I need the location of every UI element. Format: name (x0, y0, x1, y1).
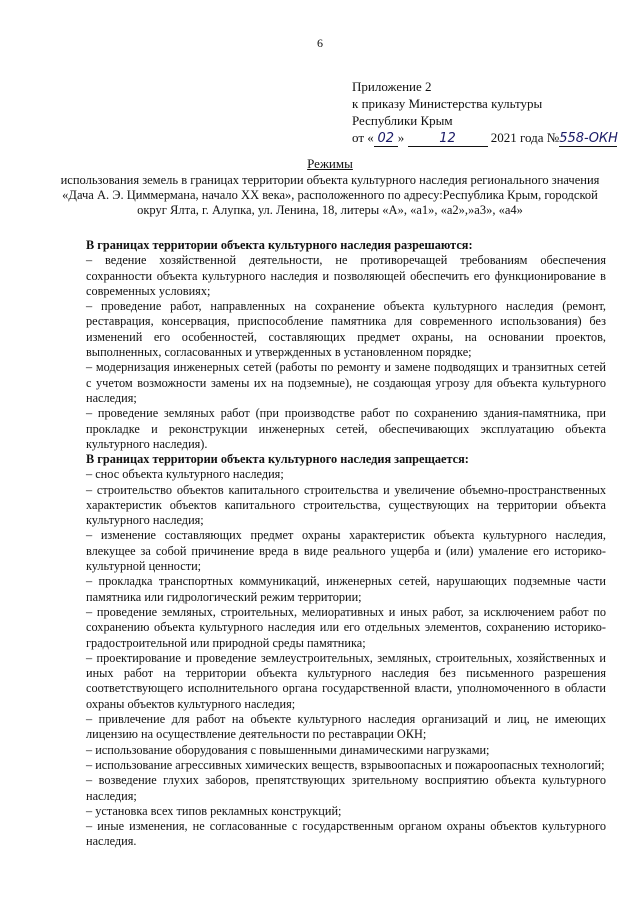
forbidden-item: – изменение составляющих предмет охраны характеристик объекта культурного наследия, влекущее за собой причинение вреда в виде реального ущерба и (или) умаление его историко-культурной ценности; (86, 528, 606, 574)
handwritten-month: 12 (408, 132, 488, 147)
forbidden-item: – иные изменения, не согласованные с государственным органом охраны объектов культурного наследия. (86, 819, 606, 849)
forbidden-item: – использование агрессивных химических веществ, взрывоопасных и пожароопасных технологий; (86, 757, 605, 772)
forbidden-section (86, 452, 606, 850)
title-regimes: Режимы (307, 156, 353, 171)
forbidden-item: – установка всех типов рекламных конструкций; (86, 803, 342, 818)
appendix-line: Приложение 2 (352, 79, 432, 94)
date-prefix: от « (352, 130, 374, 145)
forbidden-item: – проведение земляных, строительных, мелиоративных и иных работ, за исключением работ по сохранению объекта культурного наследия или его отдельных элементов, сохранению историко-градостроительной или природной среды памятника; (86, 604, 606, 650)
forbidden-item: – проектирование и проведение землеустроительных, земляных, строительных, хозяйственных и иных работ на территории объекта культурного наследия без письменного разрешения соответствующего исполнительного органа государственной власти, уполномоченного в области охраны объектов культурного наследия; (86, 650, 606, 711)
forbidden-item: – использование оборудования с повышенными динамическими нагрузками; (86, 742, 490, 757)
appendix-header (352, 78, 632, 147)
forbidden-item: – строительство объектов капитального строительства и увеличение объемно-пространственных характеристик объектов капитального строительства, существующих на территории объекта культурного наследия; (86, 482, 606, 528)
forbidden-item: – прокладка транспортных коммуникаций, инженерных сетей, нарушающих подземные части памятника или гидрологический режим территории; (86, 574, 606, 604)
allowed-item: – проведение земляных работ (при производстве работ по сохранению здания-памятника, при прокладке и реконструкции инженерных сетей, обеспечивающих эксплуатацию объекта культурного наследия). (86, 406, 606, 451)
allowed-item: – модернизация инженерных сетей (работы по ремонту и замене подводящих и транзитных сетей с учетом возможности замены их на подземные), не создающая угрозу для объекта культурного наследия; (86, 360, 606, 405)
handwritten-order-number: 558-ОКН (559, 131, 618, 146)
date-mid: » (397, 130, 405, 145)
forbidden-item: – привлечение для работ на объекте культурного наследия организаций и лиц, не имеющих лицензию на осуществление деятельности по реставрации ОКН; (86, 712, 606, 742)
document-title (60, 156, 600, 218)
forbidden-item: – возведение глухих заборов, препятствующих зрительному восприятию объекта культурного наследия; (86, 773, 606, 803)
allowed-item: – ведение хозяйственной деятельности, не противоречащей требованиям обеспечения сохранности объекта культурного наследия и позволяющей обеспечить его функционирование в современных условиях; (86, 253, 606, 298)
title-subtitle: использования земель в границах территории объекта культурного наследия регионального значения «Дача А. Э. Циммермана, начало XX века», расположенного по адресу:Республика Крым, городской округ Ялта, г. Алупка, ул. Ленина, 18, литеры «А», «а1», «а2»,»а3», «а4» (60, 173, 600, 217)
appendix-line: Республики Крым (352, 113, 453, 128)
allowed-item: – проведение работ, направленных на сохранение объекта культурного наследия (ремонт, реставрация, консервация, приспособление памятника для современного использования) без изменений его особенностей, составляющих предмет охраны, на основании проектов, выполненных, согласованных и утвержденных в установленном порядке; (86, 299, 606, 360)
allowed-section (86, 238, 606, 452)
handwritten-day: 02 (374, 132, 398, 147)
forbidden-item: – снос объекта культурного наследия; (86, 467, 284, 482)
allowed-heading: В границах территории объекта культурного наследия разрешаются: (86, 238, 473, 252)
appendix-line: к приказу Министерства культуры (352, 96, 543, 111)
forbidden-heading: В границах территории объекта культурного наследия запрещается: (86, 452, 469, 466)
page-number: 6 (317, 36, 323, 50)
year-text: 2021 года № (490, 130, 560, 145)
order-date-line (352, 129, 632, 147)
